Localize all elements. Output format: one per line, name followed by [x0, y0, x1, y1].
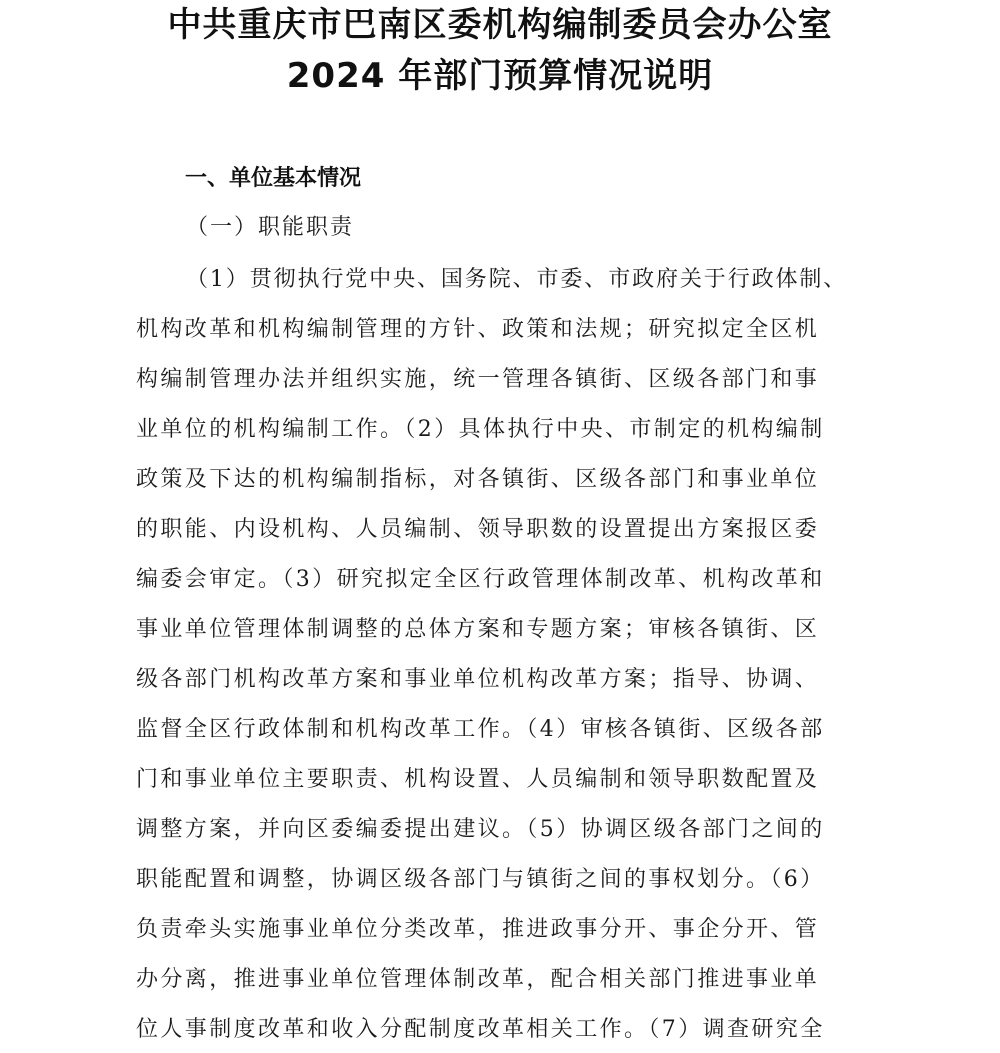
body-line: 构编制管理办法并组织实施，统一管理各镇街、区级各部门和事: [136, 367, 820, 392]
body-line: 编委会审定。（3）研究拟定全区行政管理体制改革、机构改革和: [136, 567, 825, 592]
body-line: 机构改革和机构编制管理的方针、政策和法规；研究拟定全区机: [136, 317, 820, 342]
body-line: 职能配置和调整，协调区级各部门与镇街之间的事权划分。（6）: [136, 867, 825, 892]
body-line: 调整方案，并向区委编委提出建议。（5）协调区级各部门之间的: [136, 817, 825, 842]
document-title-line-2: 2024 年部门预算情况说明: [286, 56, 714, 96]
body-line: 级各部门机构改革方案和事业单位机构改革方案；指导、协调、: [136, 667, 820, 692]
body-line: 办分离，推进事业单位管理体制改革，配合相关部门推进事业单: [136, 967, 820, 992]
body-line: 业单位的机构编制工作。（2）具体执行中央、市制定的机构编制: [136, 417, 825, 442]
body-line: 监督全区行政体制和机构改革工作。（4）审核各镇街、区级各部: [136, 717, 825, 742]
document-title-line-1: 中共重庆市巴南区委机构编制委员会办公室: [167, 5, 833, 45]
body-line: 位人事制度改革和收入分配制度改革相关工作。（7）调查研究全: [136, 1017, 825, 1042]
body-line: 负责牵头实施事业单位分类改革，推进政事分开、事企分开、管: [136, 917, 820, 942]
body-line: 政策及下达的机构编制指标，对各镇街、区级各部门和事业单位: [136, 467, 820, 492]
body-line: 的职能、内设机构、人员编制、领导职数的设置提出方案报区委: [136, 517, 820, 542]
body-line: （1）贯彻执行党中央、国务院、市委、市政府关于行政体制、: [186, 267, 848, 292]
section-heading: 一、单位基本情况: [185, 166, 362, 191]
body-line: 门和事业单位主要职责、机构设置、人员编制和领导职数配置及: [136, 767, 820, 792]
subsection-heading: （一）职能职责: [186, 215, 355, 240]
body-line: 事业单位管理体制调整的总体方案和专题方案；审核各镇街、区: [136, 617, 820, 642]
